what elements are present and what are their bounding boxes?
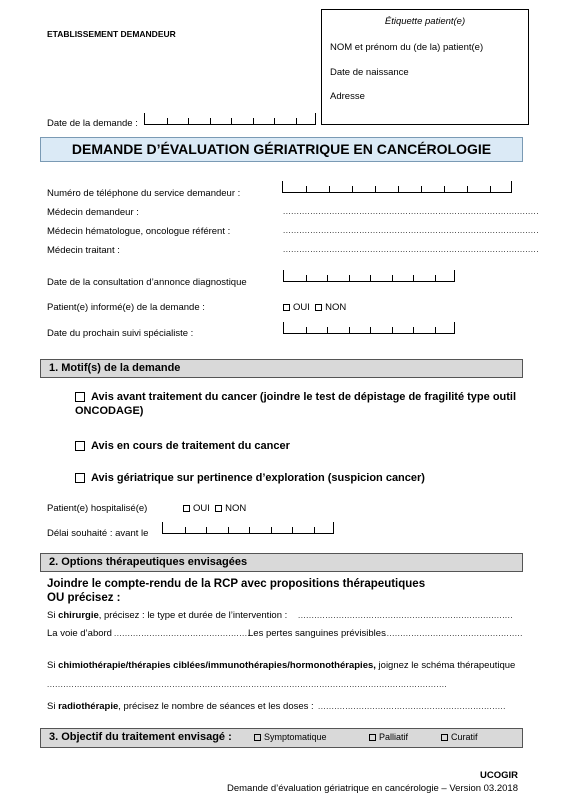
hospitalized-no-checkbox[interactable] bbox=[215, 505, 222, 512]
reason-option-2-label: Avis en cours de traitement du cancer bbox=[91, 440, 290, 452]
field-separator-tick bbox=[167, 118, 168, 124]
field-separator-tick bbox=[306, 186, 307, 192]
field-separator-tick bbox=[327, 327, 328, 333]
field-separator-tick bbox=[413, 327, 414, 333]
reason-option-3-checkbox[interactable] bbox=[75, 473, 85, 483]
field-separator-tick bbox=[329, 186, 330, 192]
palliative-label: Palliatif bbox=[379, 732, 409, 742]
blood-loss-label: Les pertes sanguines prévisibles bbox=[248, 628, 386, 639]
hospitalized-yes-label: OUI bbox=[193, 503, 210, 514]
informed-no-checkbox[interactable] bbox=[315, 304, 322, 311]
gp-label: Médecin traitant : bbox=[47, 245, 120, 256]
field-separator-tick bbox=[435, 327, 436, 333]
field-separator-tick bbox=[413, 275, 414, 281]
curative-label: Curatif bbox=[451, 732, 478, 742]
approach-label: La voie d’abord bbox=[47, 628, 112, 639]
reason-option-2-checkbox[interactable] bbox=[75, 441, 85, 451]
establishment-label: ETABLISSEMENT DEMANDEUR bbox=[47, 29, 176, 39]
field-separator-tick bbox=[375, 186, 376, 192]
field-separator-tick bbox=[392, 275, 393, 281]
radio-prefix: Si bbox=[47, 701, 59, 712]
delay-label: Délai souhaité : avant le bbox=[47, 528, 149, 539]
field-separator-tick bbox=[292, 527, 293, 533]
patient-address-label: Adresse bbox=[330, 91, 365, 102]
palliative-checkbox[interactable] bbox=[369, 734, 376, 741]
surgery-field[interactable]: ............................................................................... bbox=[298, 611, 514, 620]
doctor-field[interactable]: .............................................................................................. bbox=[283, 207, 539, 216]
field-separator-tick bbox=[228, 527, 229, 533]
surgery-instruction: , précisez : le type et durée de l’intervention : bbox=[98, 610, 288, 621]
field-separator-tick bbox=[467, 186, 468, 192]
blood-loss-field[interactable]: ................................................... bbox=[384, 629, 523, 638]
surgery-prefix: Si bbox=[47, 610, 59, 621]
symptomatic-label: Symptomatique bbox=[264, 732, 327, 742]
phone-field[interactable] bbox=[282, 181, 512, 193]
request-date-label: Date de la demande : bbox=[47, 118, 138, 129]
objective-palliative-option bbox=[369, 729, 408, 746]
reason-option-3 bbox=[75, 472, 425, 484]
informed-label: Patient(e) informé(e) de la demande : bbox=[47, 302, 205, 313]
doctor-label: Médecin demandeur : bbox=[47, 207, 139, 218]
hospitalized-no-label: NON bbox=[225, 503, 247, 514]
field-separator-tick bbox=[185, 527, 186, 533]
footer-org: UCOGIR bbox=[480, 770, 518, 781]
field-separator-tick bbox=[206, 527, 207, 533]
radio-instruction: , précisez le nombre de séances et les doses : bbox=[118, 701, 314, 712]
patient-name-label: NOM et prénom du (de la) patient(e) bbox=[330, 42, 484, 53]
hemato-field[interactable]: .............................................................................................. bbox=[283, 226, 539, 235]
field-separator-tick bbox=[352, 186, 353, 192]
field-separator-tick bbox=[188, 118, 189, 124]
consult-date-field[interactable] bbox=[283, 270, 455, 282]
curative-checkbox[interactable] bbox=[441, 734, 448, 741]
radio-keyword: radiothérapie bbox=[58, 701, 119, 712]
chemo-prefix: Si bbox=[47, 660, 59, 671]
hospitalized-label: Patient(e) hospitalisé(e) bbox=[47, 503, 148, 514]
hospitalized-options bbox=[183, 503, 246, 514]
field-separator-tick bbox=[444, 186, 445, 192]
surgery-line bbox=[47, 610, 287, 621]
hemato-label: Médecin hématologue, oncologue référent : bbox=[47, 226, 231, 237]
chemo-line bbox=[47, 660, 515, 671]
informed-no-label: NON bbox=[325, 302, 347, 313]
field-separator-tick bbox=[370, 327, 371, 333]
page-title: DEMANDE D’ÉVALUATION GÉRIATRIQUE EN CANCÉROLOGIE bbox=[40, 137, 523, 162]
field-separator-tick bbox=[210, 118, 211, 124]
field-separator-tick bbox=[274, 118, 275, 124]
symptomatic-checkbox[interactable] bbox=[254, 734, 261, 741]
informed-options bbox=[283, 302, 346, 313]
reason-option-1-checkbox[interactable] bbox=[75, 392, 85, 402]
patient-birth-label: Date de naissance bbox=[330, 67, 409, 78]
patient-label-box bbox=[321, 9, 529, 125]
objective-symptomatic-option bbox=[254, 729, 327, 746]
objective-title: 3. Objectif du traitement envisagé : bbox=[49, 731, 232, 743]
radio-line bbox=[47, 701, 314, 712]
informed-yes-label: OUI bbox=[293, 302, 310, 313]
surgery-keyword: chirurgie bbox=[58, 610, 99, 621]
consult-date-label: Date de la consultation d’annonce diagnostique bbox=[47, 277, 247, 288]
gp-field[interactable]: .............................................................................................. bbox=[283, 245, 539, 254]
field-separator-tick bbox=[349, 327, 350, 333]
field-separator-tick bbox=[349, 275, 350, 281]
reason-option-1-label: Avis avant traitement du cancer (joindre le test de dépistage de fragilité type outil ONCODAGE) bbox=[75, 391, 517, 417]
field-separator-tick bbox=[435, 275, 436, 281]
field-separator-tick bbox=[327, 275, 328, 281]
objective-curative-option bbox=[441, 729, 478, 746]
field-separator-tick bbox=[392, 327, 393, 333]
delay-date-field[interactable] bbox=[162, 522, 334, 534]
field-separator-tick bbox=[306, 327, 307, 333]
field-separator-tick bbox=[253, 118, 254, 124]
field-separator-tick bbox=[271, 527, 272, 533]
field-separator-tick bbox=[370, 275, 371, 281]
field-separator-tick bbox=[296, 118, 297, 124]
informed-yes-checkbox[interactable] bbox=[283, 304, 290, 311]
reason-option-1 bbox=[75, 390, 525, 418]
chemo-field[interactable]: ................................................................................................................................................... bbox=[47, 680, 448, 689]
hospitalized-yes-checkbox[interactable] bbox=[183, 505, 190, 512]
next-visit-field[interactable] bbox=[283, 322, 455, 334]
field-separator-tick bbox=[231, 118, 232, 124]
field-separator-tick bbox=[306, 275, 307, 281]
chemo-keyword: chimiothérapie/thérapies ciblées/immunothérapies/hormonothérapies, bbox=[58, 660, 376, 671]
field-separator-tick bbox=[249, 527, 250, 533]
section-reason-header: 1. Motif(s) de la demande bbox=[40, 359, 523, 378]
section-objective-header bbox=[40, 728, 523, 748]
footer-doc: Demande d’évaluation gériatrique en cancérologie – Version 03.2018 bbox=[226, 783, 518, 794]
join-rcp-text: Joindre le compte-rendu de la RCP avec propositions thérapeutiques bbox=[47, 578, 426, 590]
chemo-instruction: joignez le schéma thérapeutique bbox=[375, 660, 516, 671]
section-options-header: 2. Options thérapeutiques envisagées bbox=[40, 553, 523, 572]
phone-label: Numéro de téléphone du service demandeur : bbox=[47, 188, 241, 199]
field-separator-tick bbox=[421, 186, 422, 192]
field-separator-tick bbox=[490, 186, 491, 192]
or-specify-text: OU précisez : bbox=[47, 592, 121, 604]
next-visit-label: Date du prochain suivi spécialiste : bbox=[47, 328, 194, 339]
request-date-field[interactable] bbox=[144, 113, 316, 125]
radio-field[interactable]: ..................................................................... bbox=[318, 702, 506, 711]
patient-label-title: Étiquette patient(e) bbox=[384, 16, 466, 27]
field-separator-tick bbox=[398, 186, 399, 192]
field-separator-tick bbox=[314, 527, 315, 533]
approach-field[interactable]: .................................................. bbox=[114, 629, 251, 638]
reason-option-2 bbox=[75, 440, 290, 452]
reason-option-3-label: Avis gériatrique sur pertinence d’exploration (suspicion cancer) bbox=[91, 472, 425, 484]
